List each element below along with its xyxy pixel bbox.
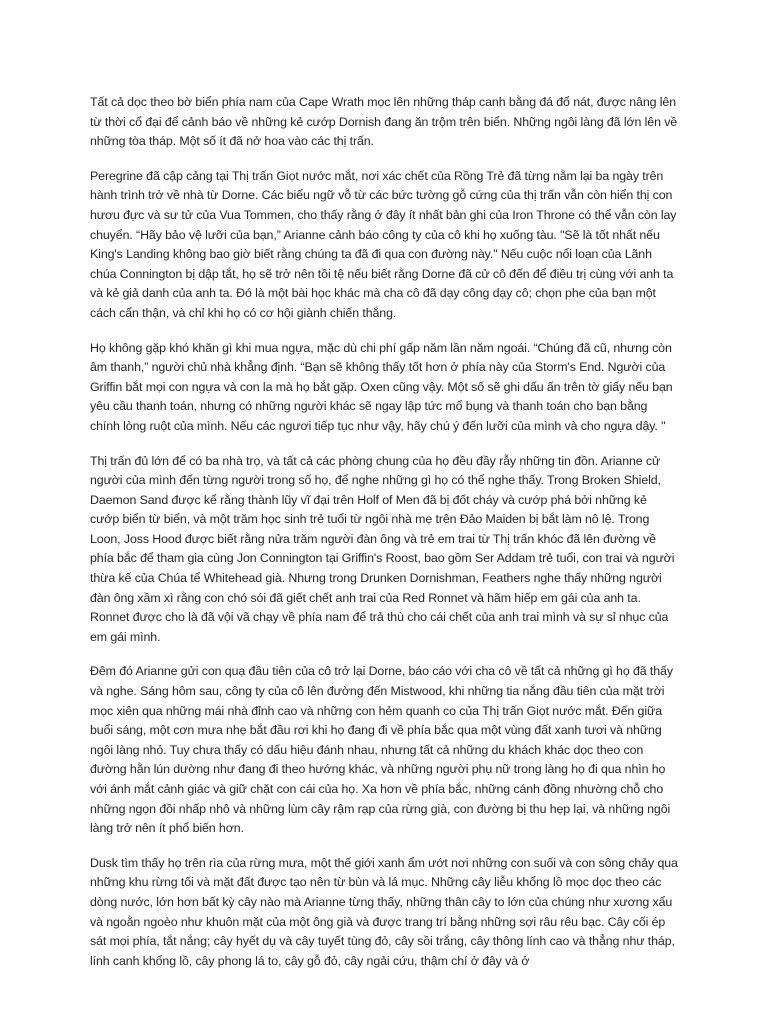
paragraph-6: Dusk tìm thấy họ trên rìa của rừng mưa, một thế giới xanh ẩm ướt nơi những con suối và con sông chảy qua những khu rừng tối và mặt đất được tạo nên từ bùn và lá mục. Những cây liễu khổng lồ mọc dọc theo các dòng nước, lớn hơn bất kỳ cây nào mà Arianne từng thấy, những thân cây to lớn của chúng như xương xẩu và ngoằn ngoèo như khuôn mặt của một ông già và được trang trí bằng những sợi râu rêu bạc. Cây cối ép sát mọi phía, tắt nắng; cây hyết dụ và cây tuyết tùng đỏ, cây sồi trắng, cây thông lính cao và thẳng như tháp, lính canh khổng lồ, cây phong lá to, cây gỗ đỏ, cây ngải cứu, thậm chí ở đây và ở <box>90 855 678 968</box>
paragraph-5: Đêm đó Arianne gửi con quạ đầu tiên của cô trở lại Dorne, báo cáo với cha cô về tất cả những gì họ đã thấy và nghe. Sáng hôm sau, công ty của cô lên đường đến Mistwood, khi những tia nắng đầu tiên của mặt trời mọc xiên qua những mái nhà đỉnh cao và những con hẻm quanh co của Thị trấn Giọt nước mắt. Đến giữa buổi sáng, một cơn mưa nhẹ bắt đầu rơi khi họ đang đi về phía bắc qua một vùng đất xanh tươi và những ngôi làng nhỏ. Tuy chưa thấy có dấu hiệu đánh nhau, nhưng tất cả những du khách khác dọc theo con đường hằn lún dường như đang đi theo hướng khác, và những người phụ nữ trong làng họ đi qua nhìn họ với ánh mắt cảnh giác và giữ chặt con cái của họ. Xa hơn về phía bắc, những cánh đồng nhường chỗ cho những ngọn đồi nhấp nhô và những lùm cây rậm rạp của rừng già, con đường bị thu hẹp lại, và những ngôi làng trở nên ít phổ biến hơn. <box>90 664 673 836</box>
paragraph-2: Peregrine đã cập cảng tại Thị trấn Giọt nước mắt, nơi xác chết của Rồng Trẻ đã từng nằm lại ba ngày trên hành trình trở về nhà từ Dorne. Các biểu ngữ vỗ từ các bức tường gỗ cứng của thị trấn vẫn còn hiển thị con hươu đực và sư tử của Vua Tommen, cho thấy rằng ở đây ít nhất bản ghi của Iron Throne có thể vẫn còn lay chuyển. “Hãy bảo vệ lưỡi của bạn,” Arianne cảnh báo công ty của cô khi họ xuống tàu. "Sẽ là tốt nhất nếu King's Landing không bao giờ biết rằng chúng ta đã đi qua con đường này." Nếu cuộc nổi loạn của Lãnh chúa Connington bị dập tắt, họ sẽ trở nên tồi tệ nếu biết rằng Dorne đã cử cô đến để điều trị cùng với anh ta và kẻ giả danh của anh ta. Đó là một bài học khác mà cha cô đã dạy công dạy cô; chọn phe của bạn một cách cẩn thận, và chỉ khi họ có cơ hội giành chiến thắng. <box>90 168 677 320</box>
paragraph-3: Họ không gặp khó khăn gì khi mua ngựa, mặc dù chi phí gấp năm lần năm ngoái. “Chúng đã cũ, nhưng còn âm thanh,” người chủ nhà khẳng định. “Bạn sẽ không thấy tốt hơn ở phía này của Storm's End. Người của Griffin bắt mọi con ngựa và con la mà họ bắt gặp. Oxen cũng vậy. Một số sẽ ghi dấu ấn trên tờ giấy nếu bạn yêu cầu thanh toán, nhưng có những người khác sẽ ngay lập tức mổ bụng và thanh toán cho bạn bằng chính lòng ruột của mình. Nếu các ngươi tiếp tục như vậy, hãy chú ý đến lưỡi của mình và cho ngựa dậy. " <box>90 340 673 433</box>
document-body <box>90 93 678 986</box>
paragraph-4: Thị trấn đủ lớn để có ba nhà trọ, và tất cả các phòng chung của họ đều đầy rẫy những tin đồn. Arianne cử người của mình đến từng người trong số họ, để nghe những gì họ có thể nghe thấy. Trong Broken Shield, Daemon Sand được kể rằng thành lũy vĩ đại trên Holf of Men đã bị đốt cháy và cướp phá bởi những kẻ cướp biển từ biển, và một trăm học sinh trẻ tuổi từ ngôi nhà mẹ trên Đảo Maiden bị bắt làm nô lệ. Trong Loon, Joss Hood được biết rằng nửa trăm người đàn ông và trẻ em trai từ Thị trấn khóc đã lên đường về phía bắc để tham gia cùng Jon Connington tại Griffin's Roost, bao gồm Ser Addam trẻ tuổi, con trai và người thừa kế của Chúa tể Whitehead già. Nhưng trong Drunken Dornishman, Feathers nghe thấy những người đàn ông xầm xì rằng con chó sói đã giết chết anh trai của Red Ronnet và hãm hiếp em gái của anh ta. Ronnet được cho là đã vội vã chạy về phía nam để trả thù cho cái chết của anh trai mình và sự sỉ nhục của em gái mình. <box>90 453 675 644</box>
paragraph-1: Tất cả dọc theo bờ biển phía nam của Cape Wrath mọc lên những tháp canh bằng đá đổ nát, được nâng lên từ thời cổ đại để cảnh báo về những kẻ cướp Dornish đang ăn trộm trên biển. Những ngôi làng đã lớn lên về những tòa tháp. Một số ít đã nở hoa vào các thị trấn. <box>90 95 678 149</box>
